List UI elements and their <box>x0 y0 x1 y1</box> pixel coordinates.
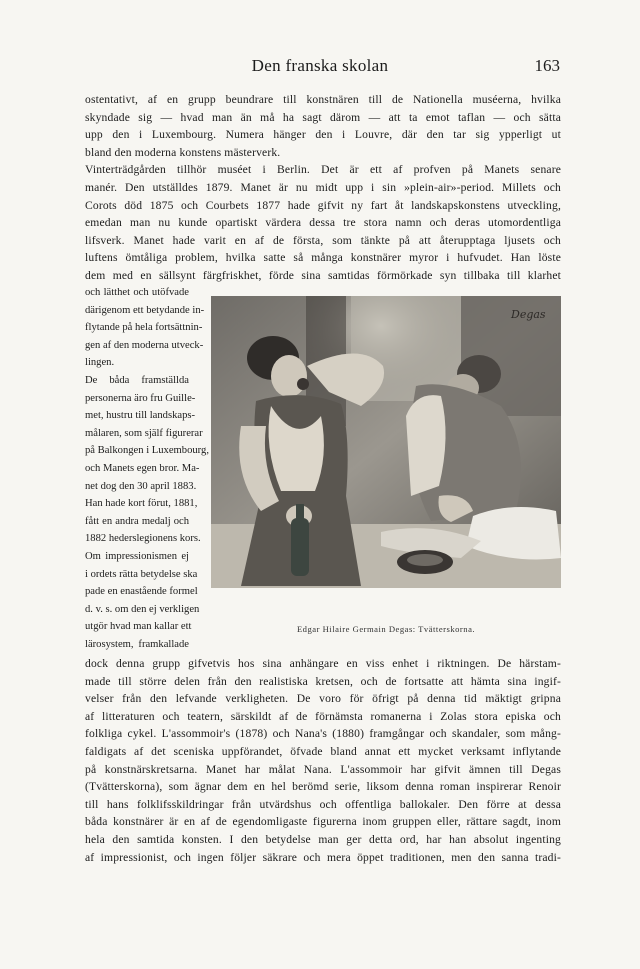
text-line: d. v. s. om den ej verkligen <box>85 603 200 615</box>
text-line: Om impressionismen ej <box>85 550 189 562</box>
text-line: emedan man nu kunde opartiskt värdera dessa tre stora namn och deras utomordentliga <box>85 216 561 230</box>
text-line: upp den i Luxembourg. Numera hänger den i Louvre, där den tar sig ypperligt ut <box>85 128 561 142</box>
text-line: De båda framställda <box>85 374 189 386</box>
text-line: luftens ömtåliga problem, hvilka satte så många konstnärer myror i hufvudet. Han löste <box>85 251 561 265</box>
text-line: manér. Den utställdes 1879. Manet är nu midt upp i sin »plein-air»-period. Millets och <box>85 180 561 194</box>
text-line: folkliga cykel. L'assommoir's (1878) och Nana's (1880) framgångar och skandaler, som mång- <box>85 727 561 741</box>
text-line: lifsverk. Manet hade varit en af de första, som tänkte på att återupptaga ljusets och <box>85 233 561 247</box>
text-line: bland den moderna konstens mästerverk. <box>85 145 281 159</box>
text-line: utgör hvad man kallar ett <box>85 621 192 633</box>
text-line: fått en andra medalj och <box>85 515 189 527</box>
text-line: båda konstnärer är en af de egendomligaste figurerna inom gruppen eller, rättare sagdt, inom <box>85 815 561 829</box>
text-line: (Tvätterskorna), som ägnar dem en hel berömd serie, liksom denna roman inspirerar Renoir <box>85 780 561 794</box>
running-title: Den franska skolan <box>251 56 389 75</box>
text-line: af impressionist, och ingen följer säkrare och mera öppet traditionen, men den sanna tradi- <box>85 850 561 864</box>
top-paragraphs <box>85 91 561 285</box>
painting-image <box>211 296 561 588</box>
text-line: därigenom ett betydande in- <box>85 304 205 316</box>
text-line: i ordets rätta betydelse ska <box>85 568 198 580</box>
text-line: till hans folklifsskildringar från utvärdshus och offentliga ballokaler. Den förre at dessa <box>85 797 561 811</box>
text-line: och Manets egen bror. Ma- <box>85 462 200 474</box>
text-line: lingen. <box>85 357 115 369</box>
text-line: made till större delen från den realistiska kretsen, och de fortsatte att hämta sina ingif- <box>85 674 561 688</box>
text-line: lärosystem, framkallade <box>85 638 189 650</box>
text-line: velser från den lefvande verkligheten. De voro för öfrigt på denna tid mäktigt gripna <box>85 692 561 706</box>
text-line: skyndade sig — hvad man än må ha sagt därom — att ta emot taflan — och sätta <box>85 110 561 124</box>
text-line: flytande på hela fortsättnin- <box>85 322 203 334</box>
painting-signature: Degas <box>511 308 546 321</box>
painting-plate <box>211 296 561 588</box>
text-line: dock denna grupp gifvetvis hos sina anhängare en viss enhet i riktningen. De härstam- <box>85 657 561 670</box>
wrapped-column <box>85 284 209 653</box>
text-line: Han hade kort förut, 1881, <box>85 498 198 510</box>
text-line: ostentativt, af en grupp beundrare till konstnären till de Nationella muséerna, hvilka <box>85 93 561 106</box>
text-line: Vinterträdgården tillhör muséet i Berlin. Det är ett af profven på Manets senare <box>85 163 561 177</box>
figure-caption: Edgar Hilaire Germain Degas: Tvätterskorna. <box>296 624 476 634</box>
text-line: 1882 hederslegionens kors. <box>85 533 201 545</box>
text-line: dem med en sällsynt färgfriskhet, förde sina samtidas förmörkade syn tillbaka till klarhet <box>85 268 561 282</box>
text-line: personerna äro fru Guille- <box>85 392 196 404</box>
bottom-paragraph <box>85 655 561 866</box>
text-line: på konstnärskretsarna. Manet har målat Nana. L'assommoir har gifvit ämnen till Degas <box>85 762 561 776</box>
text-line: faldigats af det sceniska uppförandet, öfvade bland annat ett mycket verksamt inflytande <box>85 744 561 758</box>
text-line: gen af den moderna utveck- <box>85 339 204 351</box>
running-head <box>80 56 560 78</box>
page-number: 163 <box>534 56 560 75</box>
text-line: Corots död 1875 och Courbets 1877 hade gifvit ny fart åt landskapskonstens utveckling, <box>85 198 561 212</box>
text-line: met, hustru till landskaps- <box>85 410 196 422</box>
text-line: pade en enastående formel <box>85 586 198 598</box>
text-line: hela den samtida konsten. I den betydelse man ger detta ord, har han absolut ingenting <box>85 832 561 846</box>
text-line: på Balkongen i Luxembourg, <box>85 445 209 457</box>
text-line: och lätthet och utöfvade <box>85 287 189 298</box>
text-line: af litteraturen och teatern, särskildt af de förnämsta romanerna i Zolas stora episka och <box>85 709 561 723</box>
text-line: målaren, som själf figurerar <box>85 427 203 439</box>
text-line: net dog den 30 april 1883. <box>85 480 197 492</box>
